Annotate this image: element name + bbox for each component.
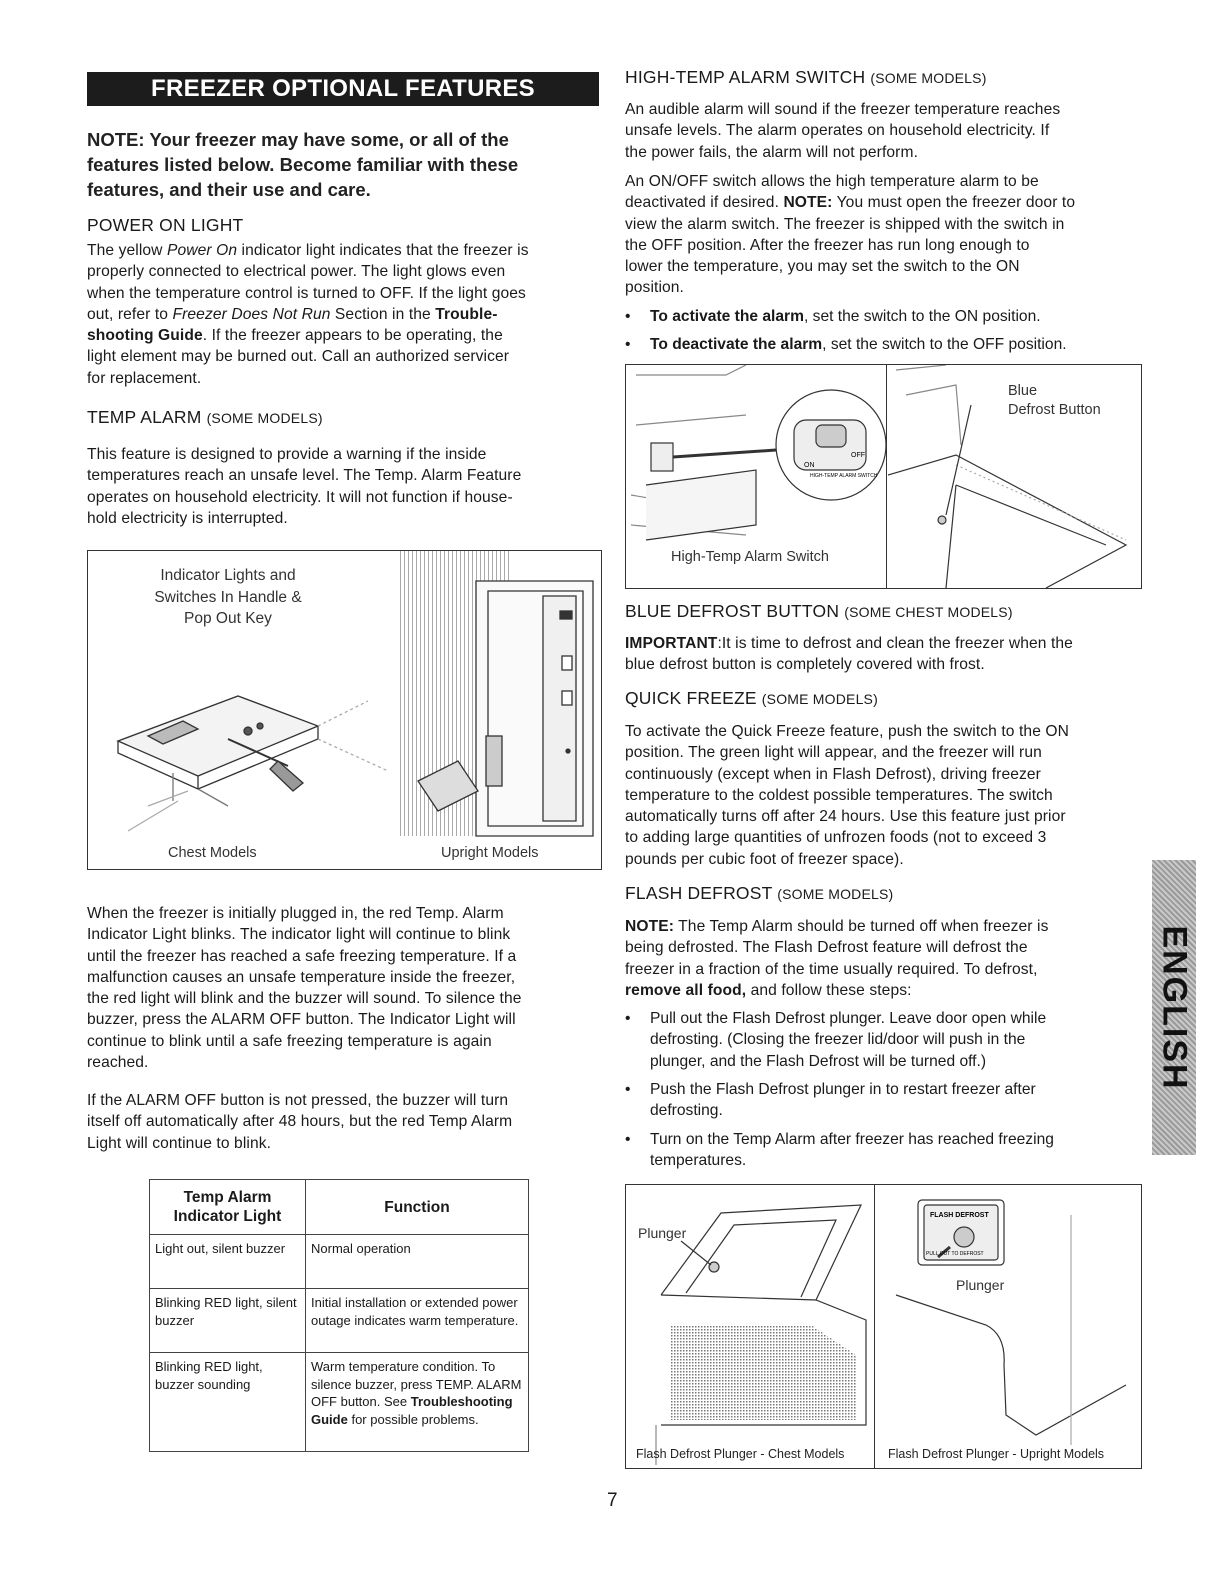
flash-defrost-text [625, 916, 1150, 1001]
bullet-line: Turn on the Temp Alarm after freezer has reached freezing [650, 1131, 1054, 1148]
table-row [150, 1289, 529, 1353]
text-line: An audible alarm will sound if the freezer temperature reaches [625, 101, 1061, 118]
table-cell: Initial installation or extended power outage indicates warm temperature. [306, 1289, 529, 1353]
table-row [150, 1235, 529, 1289]
text-line: until the freezer has reached a safe freezing temperature. If a [87, 947, 517, 965]
page-number: 7 [607, 1490, 618, 1511]
bullet-line: plunger, and the Flash Defrost will be turned off.) [650, 1052, 987, 1070]
text-line: freezer in a fraction of the time usually required. To defrost, [625, 960, 1038, 978]
chest-upright-illustration [88, 551, 601, 869]
upright-plunger-drawing [896, 1200, 1126, 1445]
text-line: position. [625, 279, 684, 297]
text-line: continuously (except when in Flash Defrost), driving freezer [625, 765, 1041, 783]
language-tab-label: ENGLISH [1155, 924, 1194, 1091]
text-line: the power fails, the alarm will not perform. [625, 143, 918, 161]
flash-defrost-heading: FLASH DEFROST (SOME MODELS) [625, 883, 894, 903]
quick-freeze-text [625, 721, 1150, 870]
switch-name-label: HIGH-TEMP ALARM SWITCH [810, 473, 878, 479]
text-line: continue to blink until a safe freezing temperature is again [87, 1032, 492, 1050]
table-cell: Blinking RED light, silent buzzer [150, 1289, 306, 1353]
text-line: shooting Guide. If the freezer appears to be operating, the [87, 327, 503, 345]
text-line: remove all food, and follow these steps: [625, 981, 912, 999]
high-temp-para-1 [625, 99, 1150, 163]
switch-off-label: OFF [851, 452, 865, 459]
text-line: NOTE: The Temp Alarm should be turned off when freezer is [625, 918, 1049, 935]
text-line: out, refer to Freezer Does Not Run Section in the Trouble- [87, 305, 498, 323]
text-line: itself off automatically after 48 hours, but the red Temp Alarm [87, 1113, 513, 1131]
text-line: reached. [87, 1054, 149, 1072]
bullet-text [650, 1079, 1036, 1122]
text-line: automatically turns off after 24 hours. Use this feature just prior [625, 808, 1066, 826]
text-line: Indicator Light blinks. The indicator light will continue to blink [87, 926, 511, 944]
intro-note-line: NOTE: Your freezer may have some, or all of the [87, 129, 509, 150]
bullet-text: To deactivate the alarm, set the switch to the OFF position. [650, 336, 1067, 353]
bullet-dot: • [625, 1081, 631, 1098]
text-line: when the temperature control is turned to OFF. If the light goes [87, 284, 526, 302]
alarm-switch-figure [625, 364, 1142, 589]
text-line: When the freezer is initially plugged in, the red Temp. Alarm [87, 905, 504, 922]
chest-plunger-drawing [656, 1205, 866, 1465]
table-cell: Normal operation [306, 1235, 529, 1289]
blue-defrost-text [625, 633, 1150, 676]
temp-alarm-heading: TEMP ALARM (SOME MODELS) [87, 407, 323, 427]
text-line: pounds per cubic foot of freezer space). [625, 850, 904, 868]
plunger-illustration [626, 1185, 1141, 1468]
text-line: IMPORTANT:It is time to defrost and clean the freezer when the [625, 635, 1073, 652]
intro-note [87, 127, 607, 202]
figure-label-line: Pop Out Key [184, 610, 272, 627]
text-line: unsafe levels. The alarm operates on household electricity. If [625, 122, 1050, 140]
upright-models-caption: Upright Models [441, 845, 539, 861]
upright-plunger-caption: Flash Defrost Plunger - Upright Models [888, 1447, 1105, 1461]
temp-alarm-table [149, 1179, 529, 1452]
blue-defrost-heading: BLUE DEFROST BUTTON (SOME CHEST MODELS) [625, 601, 1013, 621]
bullet-line: defrosting. [650, 1102, 723, 1120]
text-line: This feature is designed to provide a warning if the inside [87, 446, 487, 463]
text-line: malfunction causes an unsafe temperature inside the freezer, [87, 968, 516, 986]
flash-defrost-step-3 [625, 1129, 1150, 1173]
figure-label-line: Switches In Handle & [154, 588, 302, 606]
quick-freeze-heading: QUICK FREEZE (SOME MODELS) [625, 688, 878, 708]
alarm-paragraph-1 [87, 903, 607, 1073]
bullet-text: To activate the alarm, set the switch to the ON position. [650, 308, 1041, 325]
high-temp-heading: HIGH-TEMP ALARM SWITCH (SOME MODELS) [625, 67, 987, 87]
text-line: hold electricity is interrupted. [87, 509, 288, 527]
blue-label: Blue [1008, 383, 1038, 399]
table-header-row [150, 1180, 529, 1235]
text-line: To activate the Quick Freeze feature, push the switch to the ON [625, 723, 1070, 740]
text-line: position. The green light will appear, and the freezer will run [625, 744, 1042, 762]
text-line: temperature to the coldest possible temperatures. The switch [625, 786, 1053, 804]
text-line: Light will continue to blink. [87, 1134, 272, 1152]
text-line: The yellow Power On indicator light indicates that the freezer is [87, 242, 529, 259]
plunger-label-upright: Plunger [956, 1277, 1005, 1293]
text-line: to adding large quantities of unfrozen foods (not to exceed 3 [625, 829, 1047, 847]
intro-note-line: features, and their use and care. [87, 179, 371, 200]
high-temp-para-2 [625, 171, 1150, 299]
flash-defrost-plunger-figure [625, 1184, 1142, 1469]
bullet-text [650, 1008, 1046, 1072]
bullet-dot: • [625, 1131, 631, 1148]
text-line: the red light will blink and the buzzer will sound. To silence the [87, 990, 522, 1008]
bullet-line: Pull out the Flash Defrost plunger. Leave door open while [650, 1010, 1047, 1027]
text-line: view the alarm switch. The freezer is shipped with the switch in [625, 215, 1065, 233]
flash-defrost-step-1 [625, 1008, 1150, 1074]
bullet-dot: • [625, 308, 631, 325]
high-temp-switch-label: High-Temp Alarm Switch [671, 549, 829, 565]
table-cell: Light out, silent buzzer [150, 1235, 306, 1289]
section-title-banner: FREEZER OPTIONAL FEATURES [87, 72, 599, 106]
bullet-line: defrosting. (Closing the freezer lid/door will push in the [650, 1031, 1026, 1049]
bullet-dot: • [625, 336, 631, 353]
power-on-text [87, 240, 607, 389]
temp-alarm-text [87, 444, 607, 529]
intro-note-line: features listed below. Become familiar with these [87, 154, 519, 175]
bullet-line: Push the Flash Defrost plunger in to restart freezer after [650, 1081, 1036, 1098]
text-line: lower the temperature, you may set the switch to the ON [625, 258, 1020, 276]
flash-defrost-step-2 [625, 1079, 1150, 1123]
power-on-heading: POWER ON LIGHT [87, 215, 244, 235]
flash-defrost-plate-label: FLASH DEFROST [930, 1212, 989, 1219]
table-header: Temp Alarm Indicator Light [150, 1180, 306, 1235]
chest-plunger-caption: Flash Defrost Plunger - Chest Models [636, 1447, 845, 1461]
chest-models-caption: Chest Models [168, 845, 257, 861]
bullet-line: temperatures. [650, 1152, 747, 1170]
alarm-paragraph-2 [87, 1090, 607, 1154]
chest-handle-drawing [118, 696, 388, 831]
table-row [150, 1353, 529, 1452]
bullet-text [650, 1129, 1054, 1172]
text-line: blue defrost button is completely covered with frost. [625, 656, 985, 674]
figure-label-line: Indicator Lights and [160, 567, 296, 584]
chest-defrost-drawing [888, 365, 1126, 588]
upright-door-drawing [400, 551, 593, 836]
text-line: temperatures reach an unsafe level. The Temp. Alarm Feature [87, 467, 522, 485]
text-line: An ON/OFF switch allows the high temperature alarm to be [625, 173, 1039, 190]
table-cell: Blinking RED light, buzzer sounding [150, 1353, 306, 1452]
defrost-button-label: Defrost Button [1008, 402, 1101, 418]
pull-out-plate-label: PULL OUT TO DEFROST [926, 1251, 984, 1257]
text-line: buzzer, press the ALARM OFF button. The Indicator Light will [87, 1011, 516, 1029]
table-cell: Warm temperature condition. To silence buzzer, press TEMP. ALARM OFF button. See Troubleshooting Guide for possible problems. [306, 1353, 529, 1452]
bullet-dot: • [625, 1010, 631, 1027]
text-line: If the ALARM OFF button is not pressed, the buzzer will turn [87, 1092, 509, 1109]
text-line: deactivated if desired. NOTE: You must open the freezer door to [625, 194, 1076, 212]
table-header: Function [306, 1180, 529, 1235]
text-line: being defrosted. The Flash Defrost feature will defrost the [625, 939, 1028, 957]
text-line: the OFF position. After the freezer has run long enough to [625, 236, 1030, 254]
text-line: light element may be burned out. Call an authorized servicer [87, 348, 510, 366]
switch-on-label: ON [804, 462, 815, 469]
text-line: properly connected to electrical power. The light glows even [87, 263, 506, 281]
language-tab [1152, 860, 1196, 1155]
plunger-label-chest: Plunger [638, 1225, 687, 1241]
text-line: for replacement. [87, 369, 202, 387]
switch-drawing [631, 365, 886, 540]
indicator-lights-figure [87, 550, 602, 870]
text-line: operates on household electricity. It will not function if house- [87, 488, 513, 506]
